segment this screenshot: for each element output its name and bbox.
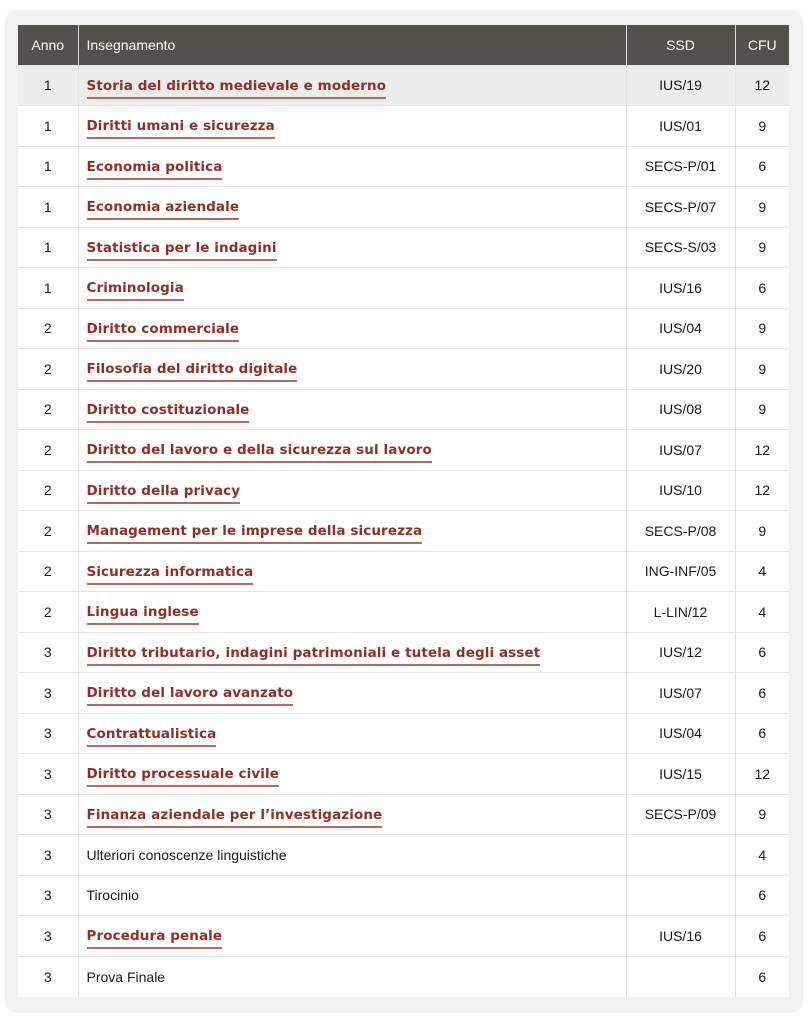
table-row: [18, 470, 789, 511]
table-row: [18, 794, 789, 835]
cell-cfu: 6: [735, 146, 789, 187]
cell-cfu: 9: [735, 511, 789, 552]
cell-anno: 1: [18, 106, 78, 147]
table-row: [18, 754, 789, 795]
header-anno: Anno: [18, 25, 78, 65]
cell-anno: 1: [18, 268, 78, 309]
table-row: [18, 187, 789, 228]
table-row: [18, 673, 789, 714]
cell-anno: 1: [18, 187, 78, 228]
cell-anno: 3: [18, 835, 78, 876]
course-link[interactable]: Criminologia: [87, 280, 184, 301]
course-link[interactable]: Economia politica: [87, 159, 223, 180]
cell-cfu: 6: [735, 916, 789, 957]
cell-insegnamento: [78, 268, 626, 309]
table-row: [18, 713, 789, 754]
cell-ssd: IUS/07: [626, 430, 735, 471]
course-name: Prova Finale: [86, 968, 166, 985]
table-body: [18, 65, 789, 997]
cell-insegnamento: [78, 349, 626, 390]
cell-anno: 2: [18, 551, 78, 592]
header-row: [18, 25, 789, 65]
cell-ssd: IUS/08: [626, 389, 735, 430]
cell-cfu: 9: [735, 389, 789, 430]
cell-cfu: 12: [735, 754, 789, 795]
cell-anno: 2: [18, 592, 78, 633]
course-link[interactable]: Diritto della privacy: [87, 483, 241, 504]
cell-anno: 2: [18, 389, 78, 430]
cell-cfu: 6: [735, 268, 789, 309]
cell-insegnamento: [78, 430, 626, 471]
cell-insegnamento: [78, 713, 626, 754]
cell-insegnamento: [78, 754, 626, 795]
table-row: [18, 349, 789, 390]
cell-insegnamento: [78, 794, 626, 835]
table-row: [18, 146, 789, 187]
cell-cfu: 4: [735, 592, 789, 633]
cell-insegnamento: [78, 187, 626, 228]
course-link[interactable]: Contrattualistica: [87, 726, 217, 747]
cell-insegnamento: [78, 511, 626, 552]
cell-cfu: 12: [735, 470, 789, 511]
cell-cfu: 6: [735, 713, 789, 754]
cell-insegnamento: [78, 389, 626, 430]
cell-insegnamento: [78, 65, 626, 106]
cell-cfu: 6: [735, 875, 789, 916]
cell-ssd: SECS-P/09: [626, 794, 735, 835]
table-row: [18, 106, 789, 147]
cell-cfu: 12: [735, 65, 789, 106]
course-link[interactable]: Procedura penale: [87, 928, 223, 949]
courses-table: [18, 25, 789, 997]
course-link[interactable]: Diritto tributario, indagini patrimoniali e tutela degli asset: [87, 645, 541, 666]
cell-ssd: IUS/04: [626, 308, 735, 349]
table-row: [18, 268, 789, 309]
course-link[interactable]: Economia aziendale: [87, 199, 240, 220]
cell-cfu: 6: [735, 673, 789, 714]
course-name: Tirocinio: [86, 887, 139, 904]
table-row: [18, 65, 789, 106]
cell-ssd: SECS-P/01: [626, 146, 735, 187]
cell-insegnamento: [78, 875, 626, 916]
cell-cfu: 6: [758, 968, 767, 985]
cell-insegnamento: [78, 106, 626, 147]
cell-cfu: 9: [735, 187, 789, 228]
cell-anno: 3: [18, 956, 78, 997]
course-link[interactable]: Diritto del lavoro avanzato: [87, 685, 294, 706]
cell-cfu: 6: [735, 632, 789, 673]
cell-ssd: IUS/10: [626, 470, 735, 511]
cell-ssd: IUS/04: [626, 713, 735, 754]
cell-insegnamento: [78, 592, 626, 633]
cell-anno: 2: [18, 511, 78, 552]
cell-ssd: IUS/19: [626, 65, 735, 106]
cell-insegnamento: [78, 835, 626, 876]
course-link[interactable]: Diritto costituzionale: [87, 402, 250, 423]
cell-cfu: 9: [735, 227, 789, 268]
cell-anno: 3: [18, 673, 78, 714]
cell-insegnamento: [78, 956, 626, 997]
course-link[interactable]: Finanza aziendale per l’investigazione: [87, 807, 383, 828]
table-row: [18, 632, 789, 673]
cell-anno: 3: [18, 632, 78, 673]
cell-ssd: IUS/15: [626, 754, 735, 795]
cell-ssd: IUS/07: [626, 673, 735, 714]
cell-insegnamento: [78, 916, 626, 957]
course-link[interactable]: Statistica per le indagini: [87, 240, 277, 261]
cell-insegnamento: [78, 308, 626, 349]
cell-ssd: [626, 835, 735, 876]
cell-ssd: IUS/01: [626, 106, 735, 147]
course-link[interactable]: Storia del diritto medievale e moderno: [87, 78, 387, 99]
cell-anno: 3: [18, 794, 78, 835]
cell-insegnamento: [78, 227, 626, 268]
cell-cfu: 9: [735, 349, 789, 390]
cell-anno: 1: [18, 146, 78, 187]
cell-ssd: IUS/12: [626, 632, 735, 673]
cell-cfu: 4: [735, 551, 789, 592]
course-name: Ulteriori conoscenze linguistiche: [86, 846, 287, 863]
cell-anno: 1: [18, 227, 78, 268]
cell-ssd: SECS-P/07: [626, 187, 735, 228]
cell-anno: 3: [18, 713, 78, 754]
course-link[interactable]: Diritto processuale civile: [87, 766, 279, 787]
course-link[interactable]: Diritti umani e sicurezza: [87, 118, 275, 139]
course-link[interactable]: Filosofia del diritto digitale: [87, 361, 298, 382]
table-header: [18, 25, 789, 65]
cell-ssd: [626, 875, 735, 916]
cell-anno: 2: [18, 349, 78, 390]
table-container: [5, 10, 803, 1013]
table-row: [18, 956, 789, 997]
header-cfu: CFU: [735, 25, 789, 65]
cell-cfu: 4: [735, 835, 789, 876]
table-row: [18, 389, 789, 430]
table-row: [18, 430, 789, 471]
course-link[interactable]: Lingua inglese: [87, 604, 199, 625]
header-insegnamento: Insegnamento: [78, 25, 626, 65]
cell-insegnamento: [78, 551, 626, 592]
cell-insegnamento: [78, 146, 626, 187]
table-row: [18, 227, 789, 268]
table-row: [18, 916, 789, 957]
cell-insegnamento: [78, 632, 626, 673]
table-row: [18, 511, 789, 552]
cell-ssd: SECS-S/03: [626, 227, 735, 268]
cell-cfu: 9: [735, 308, 789, 349]
cell-anno: 3: [18, 754, 78, 795]
cell-ssd: L-LIN/12: [626, 592, 735, 633]
course-link[interactable]: Management per le imprese della sicurezza: [87, 523, 423, 544]
table-row: [18, 551, 789, 592]
cell-anno: 3: [18, 875, 78, 916]
cell-cfu: 9: [735, 106, 789, 147]
course-link[interactable]: Diritto del lavoro e della sicurezza sul lavoro: [87, 442, 432, 463]
cell-cfu: 12: [735, 430, 789, 471]
course-link[interactable]: Diritto commerciale: [87, 321, 240, 342]
table-row: [18, 875, 789, 916]
cell-ssd: IUS/16: [626, 268, 735, 309]
cell-anno: 1: [18, 65, 78, 106]
table-row: [18, 308, 789, 349]
cell-anno: 3: [18, 916, 78, 957]
cell-insegnamento: [78, 673, 626, 714]
course-link[interactable]: Sicurezza informatica: [87, 564, 254, 585]
cell-ssd: SECS-P/08: [626, 511, 735, 552]
cell-insegnamento: [78, 470, 626, 511]
cell-cfu: 9: [735, 794, 789, 835]
cell-ssd: ING-INF/05: [626, 551, 735, 592]
cell-ssd: IUS/16: [626, 916, 735, 957]
cell-ssd: [626, 956, 735, 997]
cell-ssd: IUS/20: [626, 349, 735, 390]
cell-anno: 2: [18, 308, 78, 349]
table-row: [18, 592, 789, 633]
table-row: [18, 835, 789, 876]
cell-anno: 2: [18, 430, 78, 471]
header-ssd: SSD: [626, 25, 735, 65]
cell-anno: 2: [18, 470, 78, 511]
